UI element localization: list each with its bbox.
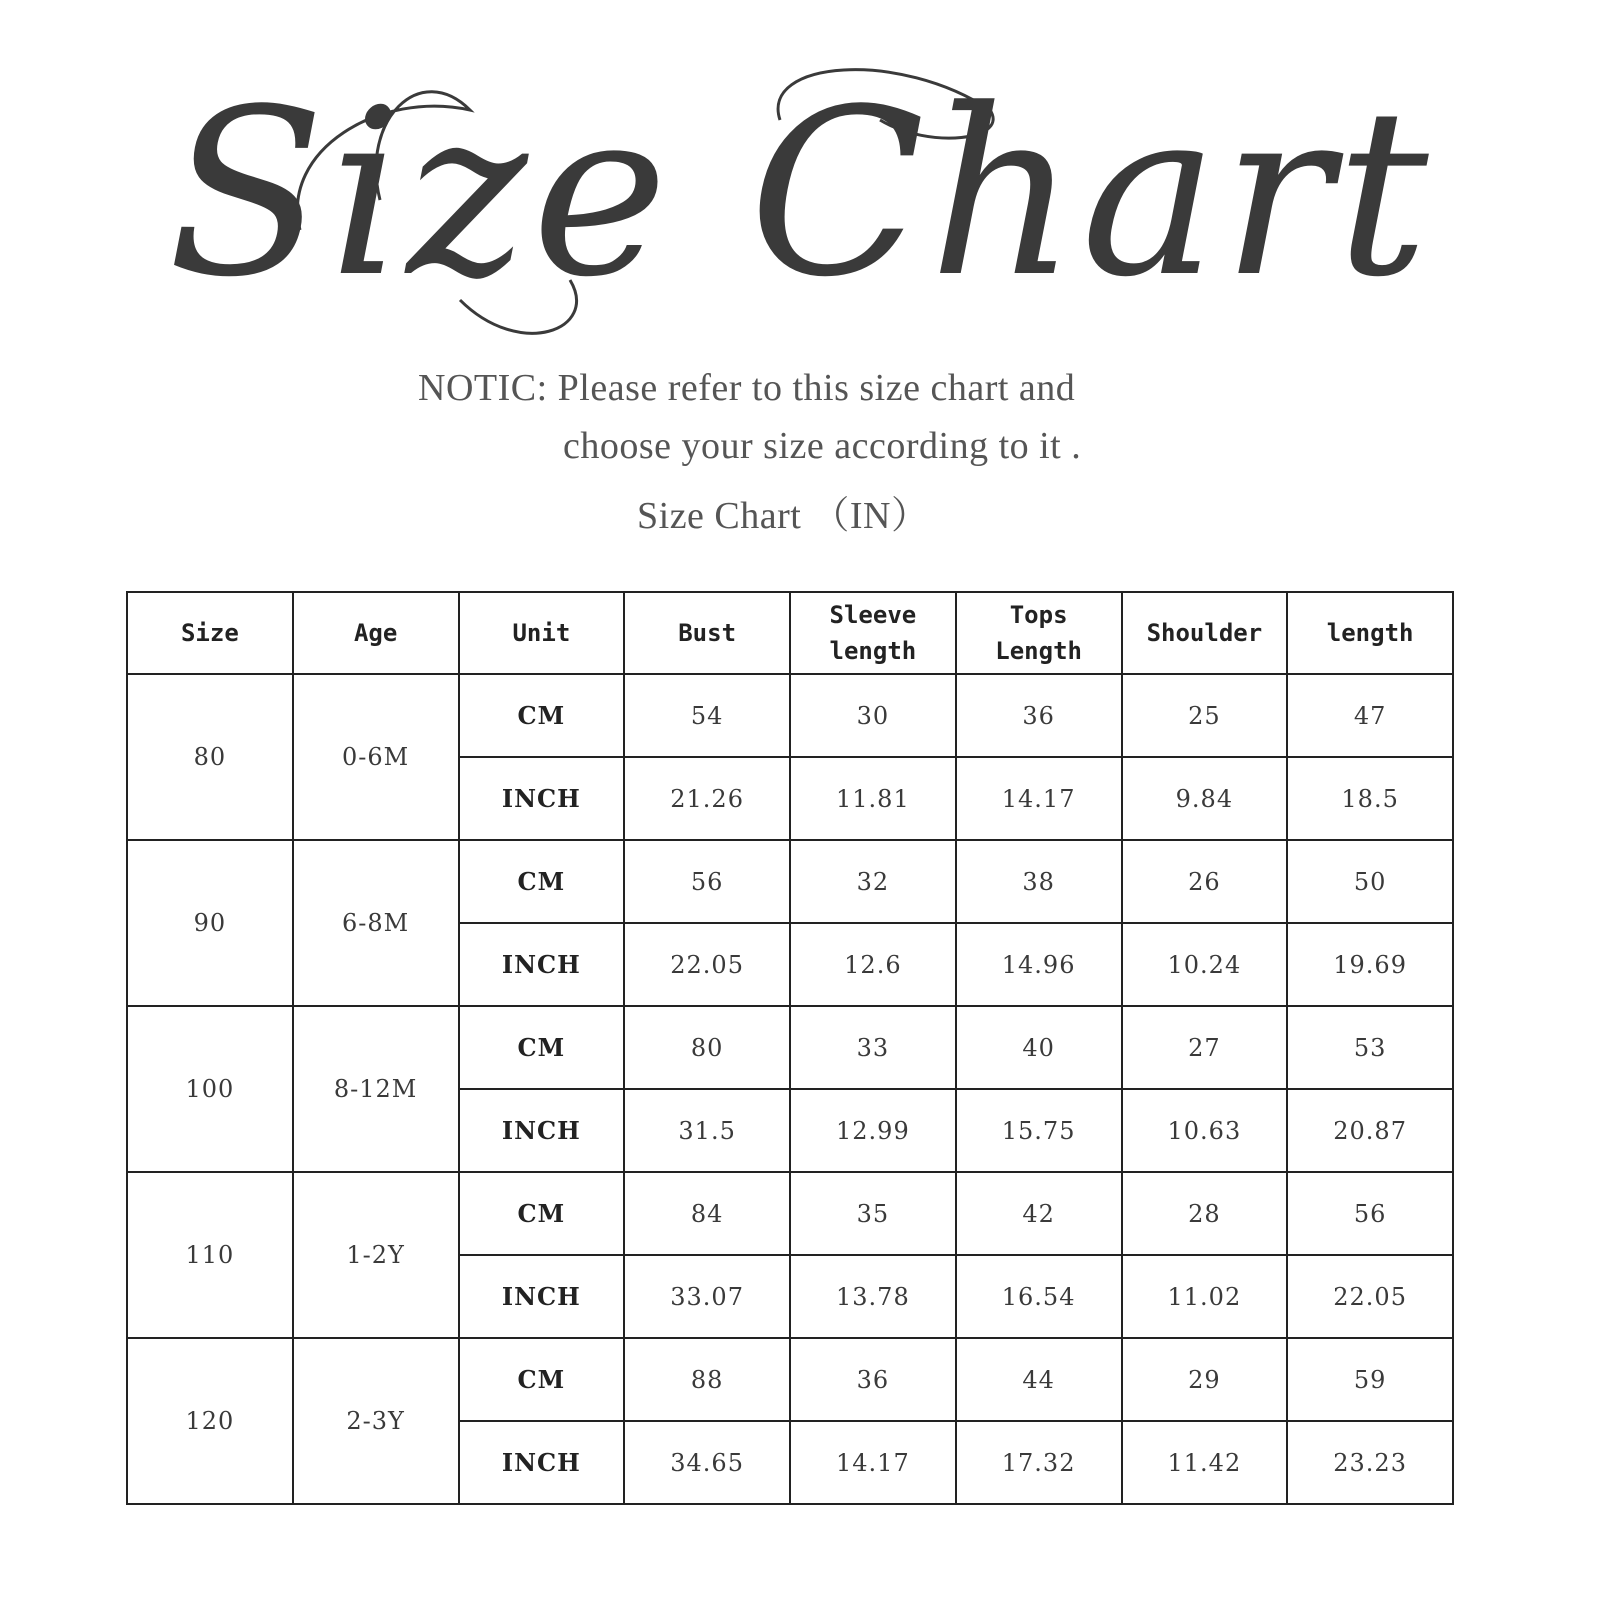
sleeve-length-cell: 13.78 (790, 1255, 956, 1338)
bust-cell: 80 (624, 1006, 790, 1089)
shoulder-cell: 26 (1122, 840, 1288, 923)
sleeve-length-cell: 12.99 (790, 1089, 956, 1172)
sleeve-length-cell: 32 (790, 840, 956, 923)
bust-cell: 34.65 (624, 1421, 790, 1504)
length-cell: 18.5 (1287, 757, 1453, 840)
column-header-sleeve-length-text: Sleeve length (829, 601, 917, 665)
bust-cell: 21.26 (624, 757, 790, 840)
length-cell: 50 (1287, 840, 1453, 923)
unit-cell: INCH (459, 757, 625, 840)
column-header-shoulder: Shoulder (1122, 592, 1288, 674)
size-cell: 120 (127, 1338, 293, 1504)
column-header-size: Size (127, 592, 293, 674)
length-cell: 47 (1287, 674, 1453, 757)
table-row (127, 1006, 1453, 1089)
length-cell: 22.05 (1287, 1255, 1453, 1338)
sleeve-length-cell: 35 (790, 1172, 956, 1255)
notice-line-1: NOTIC: Please refer to this size chart and (418, 367, 1076, 409)
shoulder-cell: 11.42 (1122, 1421, 1288, 1504)
tops-length-cell: 38 (956, 840, 1122, 923)
unit-cell: INCH (459, 923, 625, 1006)
size-cell: 80 (127, 674, 293, 840)
unit-cell: CM (459, 1006, 625, 1089)
tops-length-cell: 17.32 (956, 1421, 1122, 1504)
sleeve-length-cell: 12.6 (790, 923, 956, 1006)
sleeve-length-cell: 11.81 (790, 757, 956, 840)
column-header-tops-length (956, 592, 1122, 674)
shoulder-cell: 11.02 (1122, 1255, 1288, 1338)
unit-cell: INCH (459, 1089, 625, 1172)
shoulder-cell: 10.24 (1122, 923, 1288, 1006)
shoulder-cell: 10.63 (1122, 1089, 1288, 1172)
table-subtitle: Size Chart （IN） (637, 495, 930, 537)
shoulder-cell: 29 (1122, 1338, 1288, 1421)
tops-length-cell: 44 (956, 1338, 1122, 1421)
tops-length-cell: 16.54 (956, 1255, 1122, 1338)
unit-cell: INCH (459, 1255, 625, 1338)
length-cell: 19.69 (1287, 923, 1453, 1006)
age-cell: 1-2Y (293, 1172, 459, 1338)
shoulder-cell: 9.84 (1122, 757, 1288, 840)
bust-cell: 84 (624, 1172, 790, 1255)
length-cell: 56 (1287, 1172, 1453, 1255)
size-chart-table (126, 591, 1454, 1505)
age-cell: 0-6M (293, 674, 459, 840)
length-cell: 53 (1287, 1006, 1453, 1089)
column-header-length: length (1287, 592, 1453, 674)
tops-length-cell: 15.75 (956, 1089, 1122, 1172)
notice-line-2: choose your size according to it . (563, 425, 1082, 467)
unit-cell: CM (459, 1172, 625, 1255)
age-cell: 6-8M (293, 840, 459, 1006)
table-row (127, 674, 1453, 757)
unit-cell: CM (459, 840, 625, 923)
shoulder-cell: 27 (1122, 1006, 1288, 1089)
tops-length-cell: 40 (956, 1006, 1122, 1089)
bust-cell: 54 (624, 674, 790, 757)
sleeve-length-cell: 33 (790, 1006, 956, 1089)
bust-cell: 33.07 (624, 1255, 790, 1338)
table-header-row (127, 592, 1453, 674)
length-cell: 20.87 (1287, 1089, 1453, 1172)
table-row (127, 840, 1453, 923)
tops-length-cell: 14.17 (956, 757, 1122, 840)
age-cell: 8-12M (293, 1006, 459, 1172)
length-cell: 23.23 (1287, 1421, 1453, 1504)
age-cell: 2-3Y (293, 1338, 459, 1504)
size-cell: 100 (127, 1006, 293, 1172)
column-header-unit: Unit (459, 592, 625, 674)
table-row (127, 1172, 1453, 1255)
tops-length-cell: 14.96 (956, 923, 1122, 1006)
table-row (127, 1338, 1453, 1421)
sleeve-length-cell: 36 (790, 1338, 956, 1421)
length-cell: 59 (1287, 1338, 1453, 1421)
column-header-sleeve-length (790, 592, 956, 674)
column-header-bust: Bust (624, 592, 790, 674)
sleeve-length-cell: 14.17 (790, 1421, 956, 1504)
bust-cell: 22.05 (624, 923, 790, 1006)
size-cell: 90 (127, 840, 293, 1006)
bust-cell: 88 (624, 1338, 790, 1421)
bust-cell: 56 (624, 840, 790, 923)
page-title: Size Chart (167, 61, 1433, 328)
column-header-tops-length-text: Tops Length (995, 601, 1082, 665)
shoulder-cell: 28 (1122, 1172, 1288, 1255)
sleeve-length-cell: 30 (790, 674, 956, 757)
unit-cell: CM (459, 1338, 625, 1421)
shoulder-cell: 25 (1122, 674, 1288, 757)
tops-length-cell: 36 (956, 674, 1122, 757)
size-cell: 110 (127, 1172, 293, 1338)
tops-length-cell: 42 (956, 1172, 1122, 1255)
unit-cell: CM (459, 674, 625, 757)
column-header-age: Age (293, 592, 459, 674)
unit-cell: INCH (459, 1421, 625, 1504)
bust-cell: 31.5 (624, 1089, 790, 1172)
